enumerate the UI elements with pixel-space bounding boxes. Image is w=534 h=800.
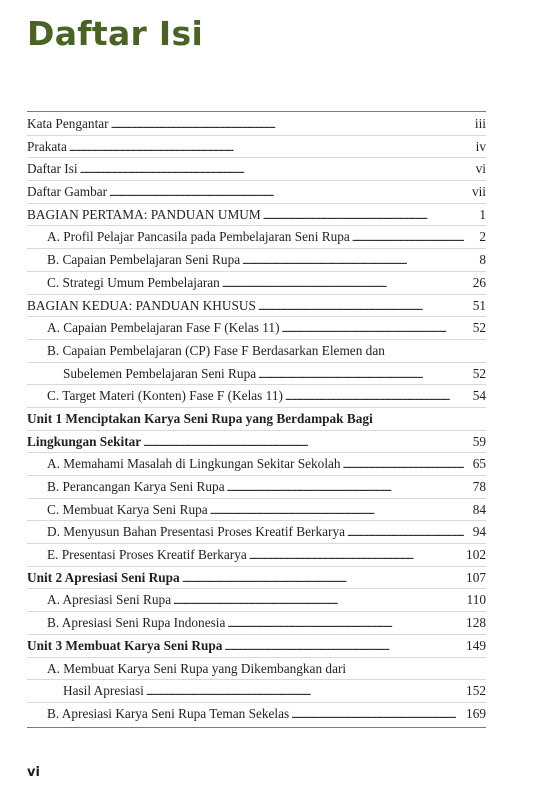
toc-entry-label: Hasil Apresiasi: [63, 683, 144, 699]
toc-entry-page: 110: [466, 592, 486, 608]
toc-entry[interactable]: [27, 567, 486, 590]
toc-entry[interactable]: [27, 204, 486, 227]
toc-entry-page: 107: [466, 569, 486, 585]
toc-entry-page: 128: [466, 615, 486, 631]
toc-entry-page: 94: [472, 524, 486, 540]
toc-entry-label: Daftar Gambar: [27, 184, 108, 200]
toc-entry-page: iv: [475, 138, 486, 154]
toc-entry[interactable]: [27, 544, 486, 567]
toc-entry-label: D. Menyusun Bahan Presentasi Proses Kreatif Berkarya: [47, 524, 345, 540]
toc-entry-page: 51: [472, 297, 486, 313]
toc-entry-label: Lingkungan Sekitar: [27, 433, 142, 449]
toc-entry-label: Unit 2 Apresiasi Seni Rupa: [27, 569, 180, 585]
dot-leader: [182, 567, 464, 591]
dot-leader: [143, 431, 464, 455]
toc-entry-page: 52: [472, 320, 486, 336]
toc-entry-label: E. Presentasi Proses Kreatif Berkarya: [47, 547, 247, 563]
toc-entry[interactable]: [27, 612, 486, 635]
toc-entry-page: 102: [466, 547, 486, 563]
toc-entry-label: BAGIAN KEDUA: PANDUAN KHUSUS: [27, 297, 256, 313]
dot-leader: [227, 476, 464, 500]
page-title: Daftar Isi: [27, 14, 204, 53]
toc-entry-label: C. Strategi Umum Pembelajaran: [47, 274, 220, 290]
toc-entry[interactable]: [27, 340, 486, 363]
toc-entry-page: 152: [466, 683, 486, 699]
dot-leader: [242, 249, 464, 273]
dot-leader: [249, 544, 464, 568]
dot-leader: [258, 363, 464, 387]
toc-entry-page: 78: [472, 479, 486, 494]
dot-leader: [111, 113, 464, 137]
toc-entry-label: BAGIAN PERTAMA: PANDUAN UMUM: [27, 206, 261, 222]
toc-entry-label: B. Capaian Pembelajaran Seni Rupa: [47, 252, 241, 268]
toc-entry-page: 149: [466, 637, 486, 653]
toc-entry[interactable]: [27, 703, 486, 726]
toc-entry-label: C. Membuat Karya Seni Rupa: [47, 501, 208, 517]
toc-entry-label: Prakata: [27, 138, 67, 154]
dot-leader: [80, 158, 464, 182]
dot-leader: [285, 385, 464, 409]
toc-entry-label: B. Apresiasi Karya Seni Rupa Teman Sekelas: [47, 705, 290, 721]
toc-entry-label: Daftar Isi: [27, 161, 78, 177]
toc-entry[interactable]: [27, 431, 486, 454]
toc-entry-page: 26: [472, 274, 486, 290]
toc-entry[interactable]: [27, 363, 486, 386]
dot-leader: [343, 453, 464, 477]
toc-entry[interactable]: [27, 476, 486, 499]
toc-entry[interactable]: [27, 158, 486, 181]
toc-entry[interactable]: [27, 136, 486, 159]
toc-entry-page: 84: [472, 501, 486, 517]
toc-entry-page: 52: [472, 365, 486, 381]
table-of-contents: [27, 111, 486, 728]
toc-entry-page: 8: [479, 252, 486, 268]
toc-entry-page: 169: [466, 705, 486, 721]
toc-entry[interactable]: [27, 113, 486, 136]
toc-entry-label: A. Membuat Karya Seni Rupa yang Dikembangkan dari: [47, 660, 347, 676]
toc-entry-page: 2: [479, 229, 486, 245]
toc-entry-label: B. Perancangan Karya Seni Rupa: [47, 479, 225, 494]
toc-entry-page: 59: [472, 433, 486, 449]
toc-entry[interactable]: [27, 589, 486, 612]
toc-entry-label: Unit 3 Membuat Karya Seni Rupa: [27, 637, 223, 653]
page-number: vi: [27, 765, 40, 780]
toc-entry-label: B. Capaian Pembelajaran (CP) Fase F Berdasarkan Elemen dan: [47, 342, 385, 358]
dot-leader: [173, 589, 464, 613]
toc-entry-label: Subelemen Pembelajaran Seni Rupa: [63, 365, 257, 381]
toc-entry-label: A. Capaian Pembelajaran Fase F (Kelas 11): [47, 320, 280, 336]
toc-entry-page: vi: [475, 161, 486, 177]
toc-entry-label: B. Apresiasi Seni Rupa Indonesia: [47, 615, 226, 631]
toc-entry-label: A. Apresiasi Seni Rupa: [47, 592, 172, 608]
dot-leader: [109, 181, 464, 205]
toc-entry-page: iii: [474, 116, 486, 131]
toc-entry[interactable]: [27, 272, 486, 295]
toc-entry[interactable]: [27, 453, 486, 476]
dot-leader: [146, 680, 464, 704]
dot-leader: [291, 703, 464, 727]
toc-entry[interactable]: [27, 249, 486, 272]
toc-entry[interactable]: [27, 521, 486, 544]
toc-entry-label: Unit 1 Menciptakan Karya Seni Rupa yang Berdampak Bagi: [27, 410, 373, 426]
dot-leader: [258, 295, 464, 319]
toc-entry[interactable]: [27, 385, 486, 408]
toc-entry[interactable]: [27, 181, 486, 204]
dot-leader: [352, 226, 464, 250]
toc-entry[interactable]: [27, 680, 486, 703]
toc-entry-label: C. Target Materi (Konten) Fase F (Kelas 11): [47, 388, 283, 404]
toc-entry[interactable]: [27, 295, 486, 318]
toc-entry-label: A. Profil Pelajar Pancasila pada Pembelajaran Seni Rupa: [47, 229, 350, 245]
dot-leader: [227, 612, 464, 636]
toc-entry-label: A. Memahami Masalah di Lingkungan Sekitar Sekolah: [47, 456, 341, 472]
dot-leader: [263, 204, 464, 228]
toc-entry-page: 65: [472, 456, 486, 472]
toc-entry[interactable]: [27, 317, 486, 340]
toc-entry-page: 1: [479, 206, 486, 222]
toc-entry[interactable]: [27, 499, 486, 522]
dot-leader: [69, 136, 464, 160]
toc-entry[interactable]: [27, 635, 486, 658]
dot-leader: [347, 521, 464, 545]
toc-entry[interactable]: [27, 408, 486, 431]
toc-entry-page: 54: [472, 388, 486, 404]
toc-entry-page: vii: [471, 184, 486, 200]
dot-leader: [222, 272, 464, 296]
toc-entry[interactable]: [27, 226, 486, 249]
toc-entry-label: Kata Pengantar: [27, 116, 109, 131]
toc-entry[interactable]: [27, 658, 486, 681]
dot-leader: [210, 499, 464, 523]
dot-leader: [282, 317, 464, 341]
dot-leader: [224, 635, 464, 659]
